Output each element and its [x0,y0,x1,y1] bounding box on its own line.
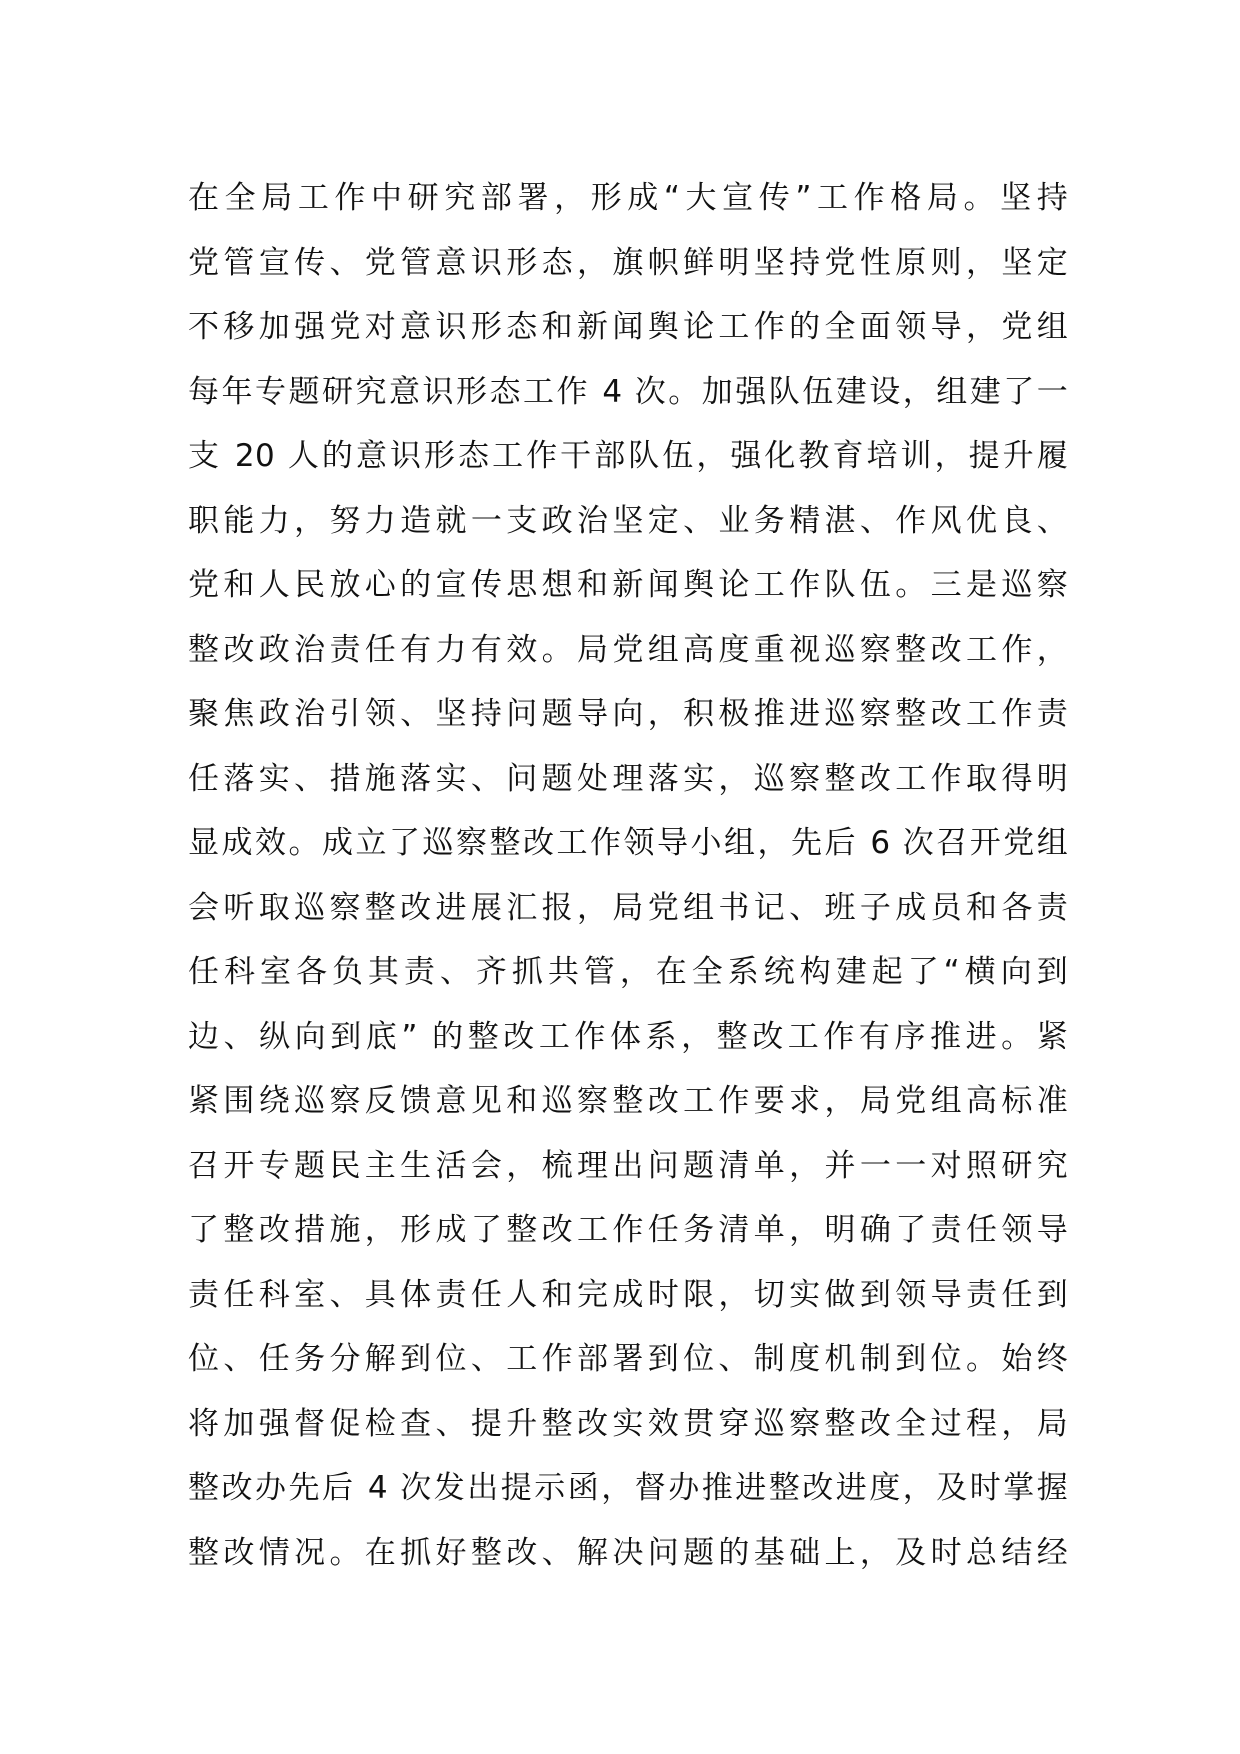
text-line-18: 责任科室、具体责任人和完成时限，切实做到领导责任到 [188,1276,1068,1313]
body-text [188,166,1068,1585]
text-line-16: 召开专题民主生活会，梳理出问题清单，并一一对照研究 [188,1147,1068,1184]
text-line-17: 了整改措施，形成了整改工作任务清单，明确了责任领导 [188,1212,1068,1248]
text-line-8: 整改政治责任有力有效。局党组高度重视巡察整改工作， [188,631,1068,668]
text-line-22: 整改情况。在抓好整改、解决问题的基础上，及时总结经 [188,1534,1068,1571]
text-line-1: 在全局工作中研究部署，形成“大宣传”工作格局。坚持 [188,180,1068,216]
text-line-11: 显成效。成立了巡察整改工作领导小组，先后 6 次召开党组 [188,825,1068,861]
text-line-7: 党和人民放心的宣传思想和新闻舆论工作队伍。三是巡察 [188,567,1068,603]
text-line-20: 将加强督促检查、提升整改实效贯穿巡察整改全过程，局 [188,1405,1068,1442]
text-line-10: 任落实、措施落实、问题处理落实，巡察整改工作取得明 [188,760,1068,797]
text-line-6: 职能力，努力造就一支政治坚定、业务精湛、作风优良、 [188,502,1068,539]
text-line-4: 每年专题研究意识形态工作 4 次。加强队伍建设，组建了一 [188,373,1068,410]
text-line-14: 边、纵向到底” 的整改工作体系，整改工作有序推进。紧 [188,1018,1068,1055]
text-line-5: 支 20 人的意识形态工作干部队伍，强化教育培训，提升履 [188,438,1068,474]
text-line-21: 整改办先后 4 次发出提示函，督办推进整改进度，及时掌握 [188,1470,1068,1506]
text-line-15: 紧围绕巡察反馈意见和巡察整改工作要求，局党组高标准 [188,1083,1068,1119]
text-line-9: 聚焦政治引领、坚持问题导向，积极推进巡察整改工作责 [188,696,1068,732]
text-line-12: 会听取巡察整改进展汇报，局党组书记、班子成员和各责 [188,889,1068,926]
text-line-3: 不移加强党对意识形态和新闻舆论工作的全面领导，党组 [188,309,1068,345]
text-line-13: 任科室各负其责、齐抓共管，在全系统构建起了“横向到 [188,954,1068,990]
text-line-19: 位、任务分解到位、工作部署到位、制度机制到位。始终 [188,1341,1068,1377]
text-line-2: 党管宣传、党管意识形态，旗帜鲜明坚持党性原则，坚定 [188,244,1068,281]
